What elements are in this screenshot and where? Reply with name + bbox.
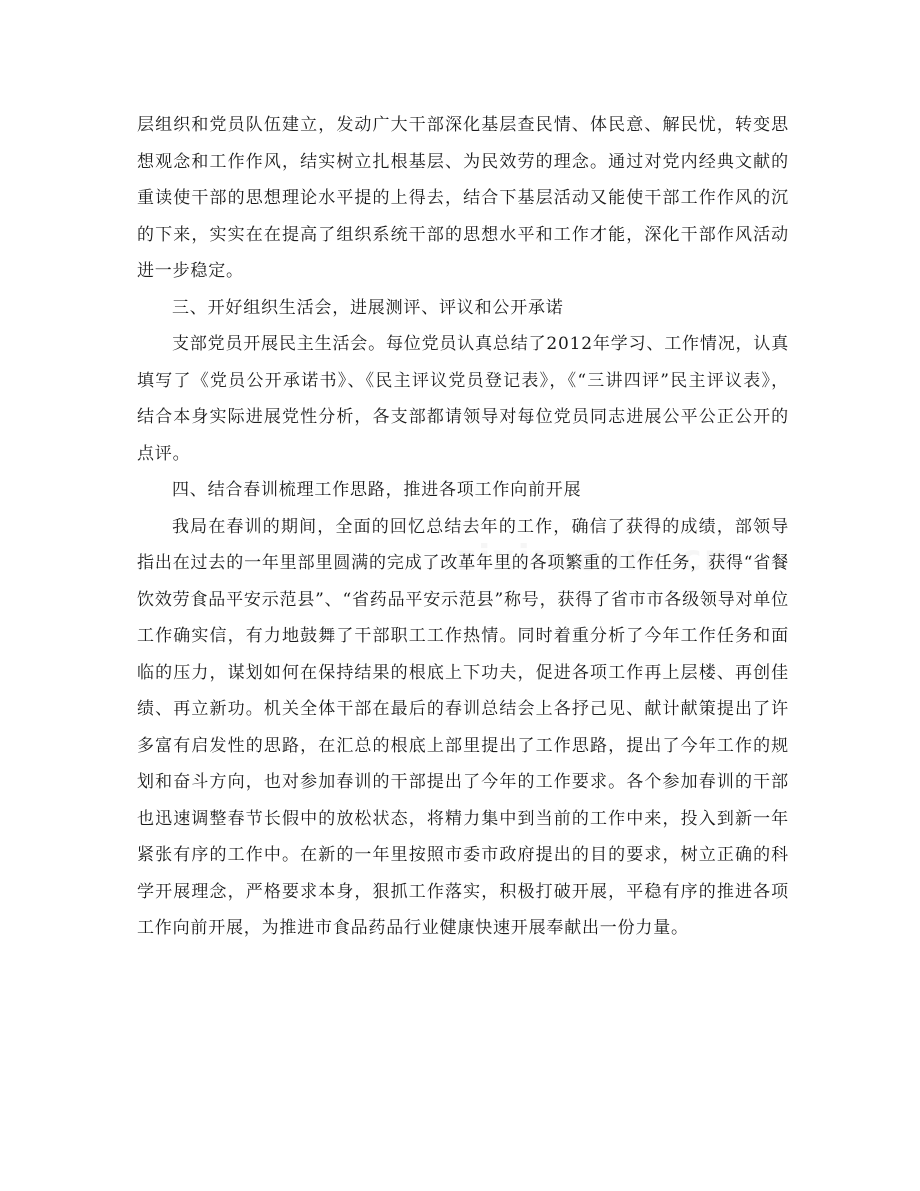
paragraph-spring-training: 我局在春训的期间，全面的回忆总结去年的工作，确信了获得的成绩，部领导指出在过去的一年里部里圆满的完成了改革年里的各项繁重的工作任务，获得“省餐饮效劳食品平安示范县”、“省药品平安示范县”称号，获得了省市市各级领导对单位工作确实信，有力地鼓舞了干部职工工作热情。同时着重分析了今年工作任务和面临的压力，谋划如何在保持结果的根底上下功夫，促进各项工作再上层楼、再创佳绩、再立新功。机关全体干部在最后的春训总结会上各抒己见、献计献策提出了许多富有启发性的思路，在汇总的根底上部里提出了工作思路，提出了今年工作的规划和奋斗方向，也对参加春训的干部提出了今年的工作要求。各个参加春训的干部也迅速调整春节长假中的放松状态，将精力集中到当前的工作中来，投入到新一年紧张有序的工作中。在新的一年里按照市委市政府提出的目的要求，树立正确的科学开展理念，严格要求本身，狠抓工作落实，积极打破开展，平稳有序的推进各项工作向前开展，为推进市食品药品行业健康快速开展奉献出一份力量。 — [137, 516, 789, 938]
section-heading-4: 四、结合春训梳理工作思路，推进各项工作向前开展 — [172, 480, 582, 500]
paragraph-continuation: 层组织和党员队伍建立，发动广大干部深化基层查民情、体民意、解民忧，转变思想观念和工作作风，结实树立扎根基层、为民效劳的理念。通过对党内经典文献的重读使干部的思想理论水平提的上得去，结合下基层活动又能使干部工作作风的沉的下来，实实在在提高了组织系统干部的思想水平和工作才能，深化干部作风活动进一步稳定。 — [137, 115, 789, 281]
document-body — [137, 107, 789, 947]
section-heading-3: 三、开好组织生活会，进展测评、评议和公开承诺 — [172, 297, 564, 318]
paragraph-democratic-life-meeting: 支部党员开展民主生活会。每位党员认真总结了2012年学习、工作情况，认真填写了《党员公开承诺书》、《民主评议党员登记表》，《“三讲四评”民主评议表》，结合本身实际进展党性分析，各支部都请领导对每位党员同志进展公平公正公开的点评。 — [137, 334, 789, 464]
